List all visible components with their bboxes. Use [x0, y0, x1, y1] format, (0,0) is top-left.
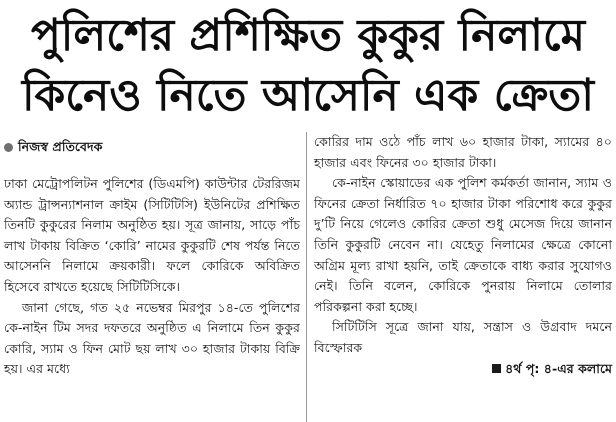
- article-left-column: [4, 134, 300, 380]
- headline: [0, 6, 616, 126]
- paragraph-officer-statement: কে-নাইন স্কোয়াডের এক পুলিশ কর্মকর্তা জানান, স্যাম ও ফিনের ক্রেতা নির্ধারিত ৭০ হাজার টাকা পরিশোধ করে কুকুর দু’টি নিয়ে গেলেও কোরির ক্রেতা শুধু মেসেজ দিয়ে জানান তিনি কুকুরটি নেবেন না। যেহেতু নিলামের ক্ষেত্রে কোনো অগ্রিম মূল্য রাখা হয়নি, তাই ক্রেতাকে বাধ্য করার সুযোগও নেই। তিনি বলেন, কোরিকে পুনরায় নিলামে তোলার পরিকল্পনা করা হচ্ছে।: [314, 175, 612, 314]
- headline-line-1: পুলিশের প্রশিক্ষিত কুকুর নিলামে: [30, 10, 586, 61]
- paragraph-prices: কোরির দাম ওঠে পাঁচ লাখ ৬০ হাজার টাকা, স্যামের ৪০ হাজার এবং ফিনের ৩০ হাজার টাকা।: [314, 134, 612, 170]
- column-divider: [306, 132, 307, 422]
- continued-reference: [314, 359, 612, 380]
- continued-reference-text: ৪র্থ পৃ: ৪-এর কলামে: [505, 360, 612, 376]
- paragraph-cttc-source: সিটিটিসি সূত্রে জানা যায়, সন্ত্রাস ও উগ্রবাদ দমনে বিস্ফোরক: [314, 319, 612, 355]
- headline-line-2: কিনেও নিতে আসেনি এক ক্রেতা: [21, 70, 595, 121]
- bullet-dot-icon: [4, 143, 13, 152]
- byline: [4, 134, 300, 160]
- byline-text: নিজস্ব প্রতিবেদক: [18, 138, 103, 154]
- paragraph-intro: ঢাকা মেট্রোপলিটন পুলিশের (ডিএমপি) কাউন্টার টেররিজম অ্যান্ড ট্রান্সন্যাশনাল ক্রাইম (সিটিটিসি) ইউনিটের প্রশিক্ষিত তিনটি কুকুরের নিলাম অনুষ্ঠিত হয়। সূত্র জানায়, সাড়ে পাঁচ লাখ টাকায় বিক্রিত ‘কোরি’ নামের কুকুরটি শেষ পর্যন্ত নিতে আসেননি নিলামে ক্রয়কারী। ফলে কোরিকে অবিক্রিত হিসেবে রাখতে হয়েছে সিটিটিসিকে।: [4, 176, 300, 294]
- article-right-column: [314, 132, 612, 379]
- square-marker-icon: [492, 364, 501, 373]
- paragraph-auction-details: জানা গেছে, গত ২৫ নভেম্বর মিরপুর ১৪-তে পুলিশের কে-নাইন টিম সদর দফতরে অনুষ্ঠিত এ নিলামে তিন কুকুর কোরি, স্যাম ও ফিন মোট ছয় লাখ ৩০ হাজার টাকায় বিক্রি হয়। এর মধ্যে: [4, 299, 300, 377]
